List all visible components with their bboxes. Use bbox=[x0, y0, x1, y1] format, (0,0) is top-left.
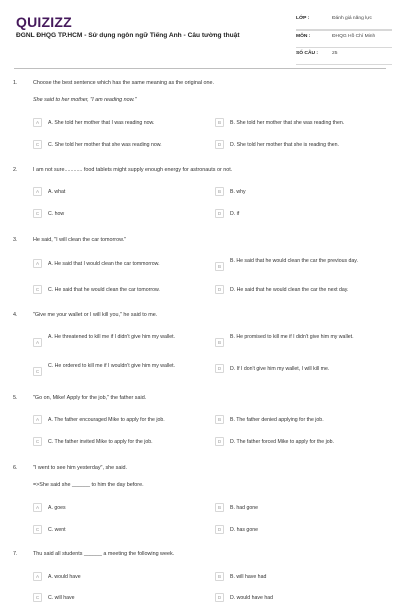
option-text: C. He ordered to kill me if I wouldn't give him my wallet. bbox=[48, 363, 175, 369]
option-letter-box: A bbox=[33, 572, 42, 581]
option-text: A. He said that I would clean the car tommorrow. bbox=[48, 261, 160, 267]
option-text: A. what bbox=[48, 189, 66, 195]
option-text: C. how bbox=[48, 211, 65, 217]
option-letter-box: B bbox=[215, 187, 224, 196]
meta-value: 25 bbox=[332, 51, 338, 56]
meta-label: SỐ CÂU : bbox=[296, 51, 319, 56]
worksheet-title: ĐGNL ĐHQG TP.HCM - Sử dụng ngôn ngữ Tiếng Anh - Câu tường thuật bbox=[16, 32, 240, 39]
question-number: 4. bbox=[13, 312, 18, 318]
option-text: D. He said that he would clean the car the next day. bbox=[230, 287, 349, 293]
question-number: 3. bbox=[13, 237, 18, 243]
option-text: A. would have bbox=[48, 574, 81, 580]
option-letter-box: C bbox=[33, 140, 42, 149]
option-text: B. He promised to kill me if I didn't give him my wallet. bbox=[230, 334, 354, 340]
question-number: 5. bbox=[13, 395, 18, 401]
header-divider bbox=[14, 68, 386, 69]
option-letter-box: A bbox=[33, 415, 42, 424]
option-letter-box: A bbox=[33, 118, 42, 127]
option-text: B. had gone bbox=[230, 505, 258, 511]
question-number: 1. bbox=[13, 80, 18, 86]
option-text: D. would have had bbox=[230, 595, 273, 601]
option-letter-box: B bbox=[215, 338, 224, 347]
option-letter-box: C bbox=[33, 593, 42, 602]
option-text: B. She told her mother that she was reading then. bbox=[230, 120, 345, 126]
option-letter-box: B bbox=[215, 415, 224, 424]
meta-label: MÔN : bbox=[296, 34, 311, 39]
worksheet-header bbox=[0, 0, 400, 66]
option-letter-box: D bbox=[215, 593, 224, 602]
meta-value: ĐHQG Hồ Chí Minh bbox=[332, 34, 376, 39]
meta-label: LỚP : bbox=[296, 16, 310, 21]
option-text: D. She told her mother that she is reading then. bbox=[230, 142, 340, 148]
option-letter-box: C bbox=[33, 285, 42, 294]
option-letter-box: D bbox=[215, 364, 224, 373]
meta-row-count bbox=[296, 48, 392, 65]
option-letter-box: C bbox=[33, 209, 42, 218]
option-text: A. goes bbox=[48, 505, 66, 511]
question-text: Thu said all students ______ a meeting the following week. bbox=[33, 551, 175, 557]
option-letter-box: B bbox=[215, 118, 224, 127]
question-subtext: She said to her mother, "I am reading now." bbox=[33, 97, 137, 103]
question-text: "Go on, Mike! Apply for the job," the father said. bbox=[33, 395, 147, 401]
option-letter-box: B bbox=[215, 262, 224, 271]
option-letter-box: B bbox=[215, 572, 224, 581]
option-text: B. will have had bbox=[230, 574, 267, 580]
option-text: C. She told her mother that she was reading now. bbox=[48, 142, 162, 148]
option-text: C. will have bbox=[48, 595, 75, 601]
option-letter-box: D bbox=[215, 437, 224, 446]
question-text: "Give me your wallet or I will kill you," he said to me. bbox=[33, 312, 158, 318]
option-letter-box: C bbox=[33, 525, 42, 534]
meta-row-class bbox=[296, 13, 392, 30]
option-letter-box: D bbox=[215, 525, 224, 534]
option-letter-box: B bbox=[215, 503, 224, 512]
question-text: "I went to see him yesterday", she said. bbox=[33, 465, 128, 471]
option-text: B. why bbox=[230, 189, 246, 195]
question-number: 2. bbox=[13, 167, 18, 173]
option-text: A. She told her mother that I was reading now. bbox=[48, 120, 155, 126]
option-text: A. The father encouraged Mike to apply for the job. bbox=[48, 417, 165, 423]
option-text: B. The father denied applying for the job. bbox=[230, 417, 324, 423]
worksheet-meta bbox=[296, 13, 392, 65]
option-letter-box: A bbox=[33, 187, 42, 196]
option-letter-box: A bbox=[33, 259, 42, 268]
option-text: A. He threatened to kill me if I didn't give him my wallet. bbox=[48, 334, 175, 340]
option-text: C. The father invited Mike to apply for the job. bbox=[48, 439, 153, 445]
option-letter-box: D bbox=[215, 285, 224, 294]
option-text: D. The father forced Mike to apply for the job. bbox=[230, 439, 334, 445]
meta-value: Đánh giá năng lực bbox=[332, 16, 372, 21]
option-letter-box: C bbox=[33, 437, 42, 446]
meta-row-subject bbox=[296, 30, 392, 48]
option-text: B. He said that he would clean the car the previous day. bbox=[230, 258, 358, 264]
option-letter-box: D bbox=[215, 140, 224, 149]
option-text: D. has gone bbox=[230, 527, 258, 533]
option-letter-box: D bbox=[215, 209, 224, 218]
question-number: 6. bbox=[13, 465, 18, 471]
quizizz-logo: QUIZIZZ bbox=[16, 14, 72, 30]
option-text: D. If I don't give him my wallet, I will kill me. bbox=[230, 366, 330, 372]
question-text: I am not sure............ food tablets might supply enough energy for astronauts or not. bbox=[33, 167, 233, 173]
option-text: D. if bbox=[230, 211, 240, 217]
question-subtext: =>She said she ______ to him the day before. bbox=[33, 482, 144, 488]
option-letter-box: A bbox=[33, 338, 42, 347]
question-text: He said, "I will clean the car tomorrow." bbox=[33, 237, 127, 243]
option-text: C. He said that he would clean the car tomorrow. bbox=[48, 287, 160, 293]
question-text: Choose the best sentence which has the same meaning as the original one. bbox=[33, 80, 214, 86]
question-number: 7. bbox=[13, 551, 18, 557]
option-text: C. went bbox=[48, 527, 66, 533]
option-letter-box: C bbox=[33, 367, 42, 376]
option-letter-box: A bbox=[33, 503, 42, 512]
